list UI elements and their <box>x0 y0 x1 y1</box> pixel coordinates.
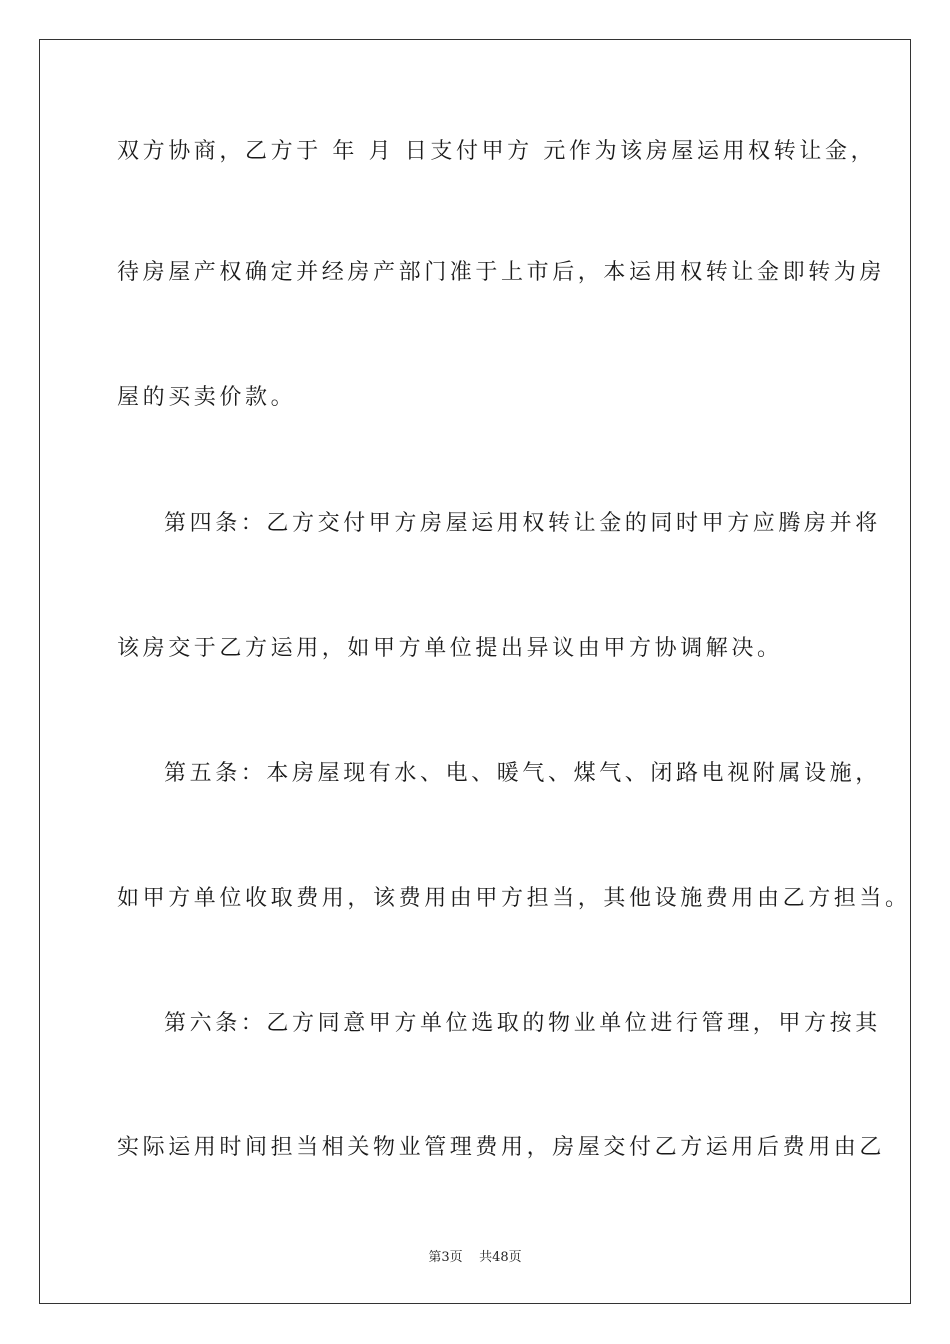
article-4-line-1: 第四条：乙方交付甲方房屋运用权转让金的同时甲方应腾房并将 <box>164 511 881 536</box>
article-6-line-1: 第六条：乙方同意甲方单位选取的物业单位进行管理，甲方按其 <box>164 1011 881 1036</box>
body-line-1: 双方协商，乙方于 年 月 日支付甲方 元作为该房屋运用权转让金， <box>117 139 877 164</box>
article-5-line-2: 如甲方单位收取费用，该费用由甲方担当，其他设施费用由乙方担当。 <box>117 886 911 911</box>
article-5-line-1: 第五条：本房屋现有水、电、暖气、煤气、闭路电视附属设施， <box>164 761 881 786</box>
page-border <box>39 39 911 1304</box>
article-6-line-2: 实际运用时间担当相关物业管理费用，房屋交付乙方运用后费用由乙 <box>117 1135 886 1160</box>
page-number-footer: 第3页 共48页 <box>428 1250 522 1265</box>
body-line-2: 待房屋产权确定并经房产部门准于上市后，本运用权转让金即转为房 <box>117 260 886 285</box>
article-4-line-2: 该房交于乙方运用，如甲方单位提出异议由甲方协调解决。 <box>117 636 783 661</box>
body-line-3: 屋的买卖价款。 <box>117 385 297 410</box>
